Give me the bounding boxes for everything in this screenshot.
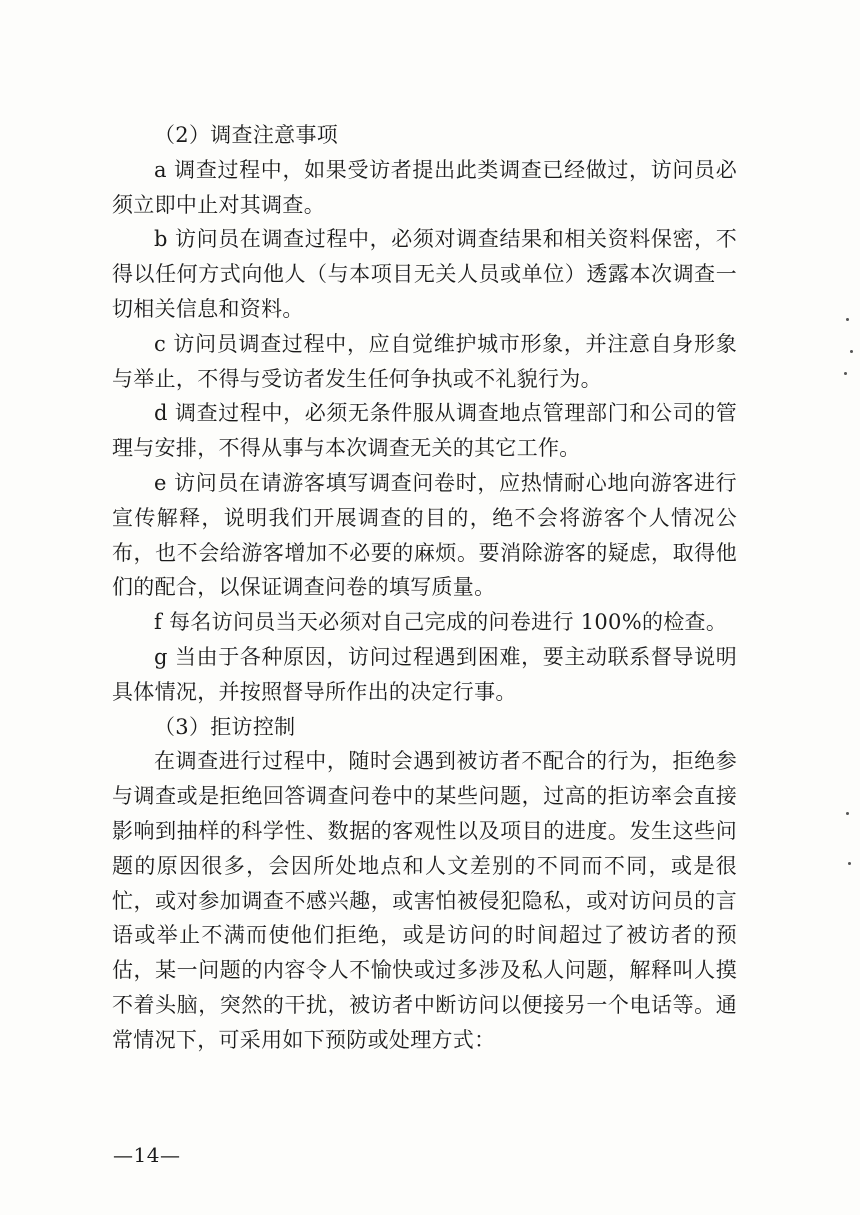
- paragraph-item-b: b 访问员在调查过程中，必须对调查结果和相关资料保密，不得以任何方式向他人（与本项目无关人员或单位）透露本次调查一切相关信息和资料。: [112, 227, 737, 321]
- scan-speck: [848, 862, 851, 865]
- paragraph-refusal-body: 在调查进行过程中，随时会遇到被访者不配合的行为，拒绝参与调查或是拒绝回答调查问卷中的某些问题，过高的拒访率会直接影响到抽样的科学性、数据的客观性以及项目的进度。发生这些问题的原因很多，会因所处地点和人文差别的不同而不同，或是很忙，或对参加调查不感兴趣，或害怕被侵犯隐私，或对访问员的言语或举止不满而使他们拒绝，或是访问的时间超过了被访者的预估，某一问题的内容令人不愉快或过多涉及私人问题，解释叫人摸不着头脑，突然的干扰，被访者中断访问以便接另一个电话等。通常情况下，可采用如下预防或处理方式：: [112, 749, 737, 1052]
- paragraph-item-e: e 访问员在请游客填写调查问卷时，应热情耐心地向游客进行宣传解释，说明我们开展调查的目的，绝不会将游客个人情况公布，也不会给游客增加不必要的麻烦。要消除游客的疑虑，取得他们的配合，以保证调查问卷的填写质量。: [112, 470, 737, 600]
- paragraph-item-g: g 当由于各种原因，访问过程遇到困难，要主动联系督导说明具体情况，并按照督导所作出的决定行事。: [112, 644, 737, 704]
- scan-speck: [846, 812, 849, 815]
- paragraph-item-f: f 每名访问员当天必须对自己完成的问卷进行 100%的检查。: [154, 610, 728, 635]
- paragraph-item-a: a 调查过程中，如果受访者提出此类调查已经做过，访问员必须立即中止对其调查。: [112, 157, 737, 217]
- scan-speck: [846, 318, 849, 321]
- scan-speck: [850, 350, 853, 353]
- page-number: —14—: [113, 1143, 181, 1167]
- section-heading-notes: （2）调查注意事项: [154, 123, 339, 147]
- page-content: [112, 118, 737, 1058]
- scan-speck: [844, 372, 847, 375]
- paragraph-item-c: c 访问员调查过程中，应自觉维护城市形象，并注意自身形象与举止，不得与受访者发生任何争执或不礼貌行为。: [112, 331, 737, 391]
- paragraph-item-d: d 调查过程中，必须无条件服从调查地点管理部门和公司的管理与安排，不得从事与本次调查无关的其它工作。: [112, 401, 737, 461]
- section-heading-refusal: （3）拒访控制: [154, 714, 296, 739]
